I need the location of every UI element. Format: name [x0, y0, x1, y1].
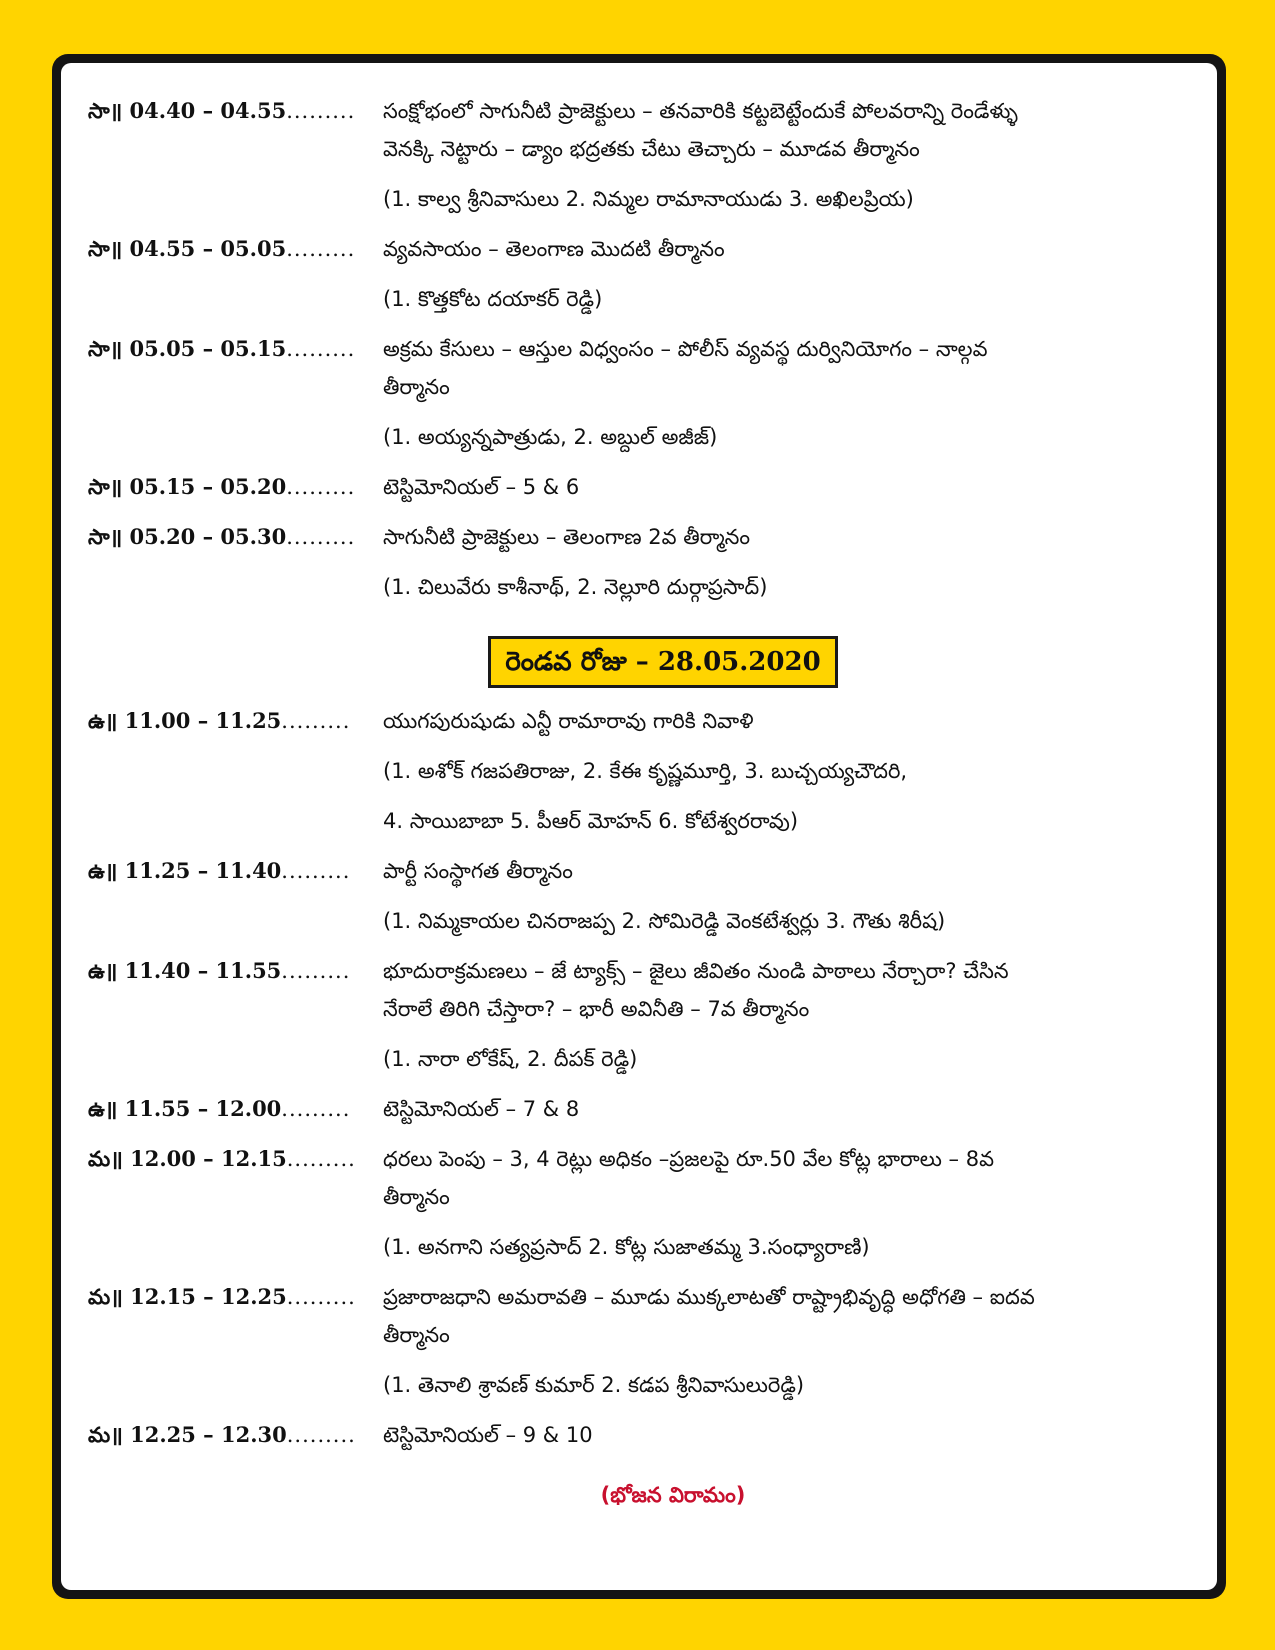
agenda-time-text: ఉ॥ 11.00 – 11.25 — [88, 708, 282, 733]
agenda-time — [88, 702, 388, 740]
row-gap — [88, 318, 1178, 330]
agenda-speakers: (1. నిమ్మకాయల చినరాజప్ప 2. సోమిరెడ్డి వెంకటేశ్వర్లు 3. గౌతు శిరీష) — [383, 909, 946, 933]
agenda-speakers: (1. తెనాలి శ్రావణ్ కుమార్ 2. కడప శ్రీనివాసులురెడ్డి) — [383, 1373, 805, 1397]
agenda-speakers-continued: 4. సాయిబాబా 5. పీఆర్ మోహన్ 6. కోటేశ్వరరావు) — [383, 809, 799, 833]
agenda-body — [383, 1140, 1178, 1266]
agenda-speakers: (1. నారా లోకేష్, 2. దీపక్ రెడ్డి) — [383, 1047, 638, 1071]
row-gap — [88, 940, 1178, 952]
row-gap — [88, 456, 1178, 468]
leader-dots: ......... — [281, 859, 351, 883]
agenda-item — [88, 1140, 1178, 1266]
agenda-time-text: మ॥ 12.25 – 12.30 — [88, 1422, 287, 1447]
agenda-time — [88, 1416, 388, 1454]
agenda-time — [88, 468, 388, 506]
agenda-topic-line: వ్యవసాయం – తెలంగాణ మొదటి తీర్మానం — [383, 237, 725, 261]
agenda-time-text: ఉ॥ 11.25 – 11.40 — [88, 858, 282, 883]
agenda-time — [88, 92, 388, 130]
leader-dots: ......... — [286, 337, 356, 361]
row-gap — [88, 1266, 1178, 1278]
agenda-topic-line: సంక్షోభంలో సాగునీటి ప్రాజెక్టులు – తనవారికి కట్టబెట్టేందుకే పోలవరాన్ని రెండేళ్ళు — [383, 99, 1018, 123]
agenda-body — [383, 1416, 1178, 1454]
agenda-speakers: (1. అశోక్ గజపతిరాజు, 2. కేఈ కృష్ణమూర్తి, 3. బుచ్చయ్యచౌదరి, — [383, 759, 908, 783]
leader-dots: ......... — [286, 1423, 356, 1447]
leader-dots: ......... — [286, 525, 356, 549]
agenda-item — [88, 468, 1178, 506]
agenda-list-evening — [88, 92, 1178, 618]
leader-dots: ......... — [286, 475, 356, 499]
leader-dots: ......... — [281, 709, 351, 733]
agenda-time — [88, 1140, 388, 1178]
agenda-item — [88, 230, 1178, 318]
agenda-body — [383, 1090, 1178, 1128]
agenda-item — [88, 1416, 1178, 1454]
agenda-topic-line: భూదురాక్రమణలు – జే ట్యాక్స్ – జైలు జీవితం నుండి పాఠాలు నేర్చారా? చేసిన — [383, 959, 1009, 983]
agenda-body — [383, 468, 1178, 506]
agenda-body — [383, 952, 1178, 1078]
agenda-time — [88, 230, 388, 268]
agenda-time-text: సా॥ 04.55 – 05.05 — [88, 236, 287, 261]
agenda-time — [88, 852, 388, 890]
agenda-item — [88, 1278, 1178, 1404]
agenda-topic-line: తీర్మానం — [383, 375, 450, 399]
agenda-body — [383, 702, 1178, 840]
agenda-topic-line: ప్రజారాజధాని అమరావతి – మూడు ముక్కలాటతో రాష్ట్రాభివృద్ధి అధోగతి – ఐదవ — [383, 1285, 1035, 1309]
agenda-time — [88, 330, 388, 368]
leader-dots: ......... — [281, 1097, 351, 1121]
agenda-time — [88, 952, 388, 990]
agenda-item — [88, 702, 1178, 840]
agenda-body — [383, 330, 1178, 456]
day-heading: రెండవ రోజు – 28.05.2020 — [488, 636, 837, 688]
agenda-time-text: ఉ॥ 11.40 – 11.55 — [88, 958, 282, 983]
agenda — [88, 92, 1178, 1514]
agenda-topic-line: అక్రమ కేసులు – ఆస్తుల విధ్వంసం – పోలీస్ వ్యవస్థ దుర్వినియోగం – నాల్గవ — [383, 337, 988, 361]
agenda-topic-line: ధరలు పెంపు – 3, 4 రెట్లు అధికం –ప్రజలపై రూ.50 వేల కోట్ల భారాలు – 8వ — [383, 1147, 995, 1171]
agenda-item — [88, 330, 1178, 456]
agenda-time-text: ఉ॥ 11.55 – 12.00 — [88, 1096, 282, 1121]
agenda-body — [383, 852, 1178, 940]
agenda-topic-line: యుగపురుషుడు ఎన్టీ రామారావు గారికి నివాళి — [383, 709, 754, 733]
agenda-topic-line: టెస్టిమోనియల్ – 5 & 6 — [383, 475, 580, 499]
agenda-time-text: సా॥ 05.20 – 05.30 — [88, 524, 287, 549]
agenda-item — [88, 518, 1178, 606]
agenda-topic-line: సాగునీటి ప్రాజెక్టులు – తెలంగాణ 2వ తీర్మానం — [383, 525, 751, 549]
agenda-topic-line: టెస్టిమోనియల్ – 9 & 10 — [383, 1423, 593, 1447]
row-gap — [88, 506, 1178, 518]
agenda-topic-line: తీర్మానం — [383, 1323, 450, 1347]
agenda-item — [88, 952, 1178, 1078]
agenda-list-day-two — [88, 702, 1178, 1466]
agenda-item — [88, 92, 1178, 218]
agenda-speakers: (1. కొత్తకోట దయాకర్ రెడ్డి) — [383, 287, 603, 311]
agenda-item — [88, 1090, 1178, 1128]
agenda-body — [383, 1278, 1178, 1404]
lunch-break: (భోజన విరామం) — [600, 1483, 746, 1507]
agenda-time — [88, 1278, 388, 1316]
day-heading-wrap — [88, 636, 1178, 688]
leader-dots: ......... — [286, 1285, 356, 1309]
leader-dots: ......... — [286, 99, 356, 123]
row-gap — [88, 218, 1178, 230]
agenda-time-text: మ॥ 12.00 – 12.15 — [88, 1146, 287, 1171]
agenda-topic-line: పార్టీ సంస్థాగత తీర్మానం — [383, 859, 573, 883]
row-gap — [88, 1454, 1178, 1466]
agenda-topic-line: తీర్మానం — [383, 1185, 450, 1209]
agenda-time — [88, 518, 388, 556]
agenda-speakers: (1. అనగాని సత్యప్రసాద్ 2. కోట్ల సుజాతమ్మ 3.సంధ్యారాణి) — [383, 1235, 870, 1259]
agenda-time-text: సా॥ 04.40 – 04.55 — [88, 98, 287, 123]
agenda-speakers: (1. కాల్వ శ్రీనివాసులు 2. నిమ్మల రామానాయుడు 3. అఖిలప్రియ) — [383, 187, 914, 211]
agenda-topic-line: వెనక్కి నెట్టారు – డ్యాం భద్రతకు చేటు తెచ్చారు – మూడవ తీర్మానం — [383, 137, 920, 161]
agenda-speakers: (1. చిలువేరు కాశీనాథ్, 2. నెల్లూరి దుర్గాప్రసాద్) — [383, 575, 768, 599]
agenda-body — [383, 230, 1178, 318]
row-gap — [88, 606, 1178, 618]
row-gap — [88, 1128, 1178, 1140]
row-gap — [88, 1404, 1178, 1416]
agenda-topic-line: టెస్టిమోనియల్ – 7 & 8 — [383, 1097, 580, 1121]
row-gap — [88, 1078, 1178, 1090]
agenda-time-text: సా॥ 05.05 – 05.15 — [88, 336, 287, 361]
agenda-time — [88, 1090, 388, 1128]
agenda-body — [383, 518, 1178, 606]
agenda-topic-line: నేరాలే తిరిగి చేస్తారా? – భారీ అవినీతి – 7వ తీర్మానం — [383, 997, 810, 1021]
row-gap — [88, 840, 1178, 852]
agenda-item — [88, 852, 1178, 940]
leader-dots: ......... — [286, 237, 356, 261]
agenda-speakers: (1. అయ్యన్నపాత్రుడు, 2. అబ్దుల్ అజీజ్) — [383, 425, 718, 449]
leader-dots: ......... — [286, 1147, 356, 1171]
agenda-time-text: సా॥ 05.15 – 05.20 — [88, 474, 287, 499]
agenda-body — [383, 92, 1178, 218]
leader-dots: ......... — [281, 959, 351, 983]
agenda-time-text: మ॥ 12.15 – 12.25 — [88, 1284, 287, 1309]
